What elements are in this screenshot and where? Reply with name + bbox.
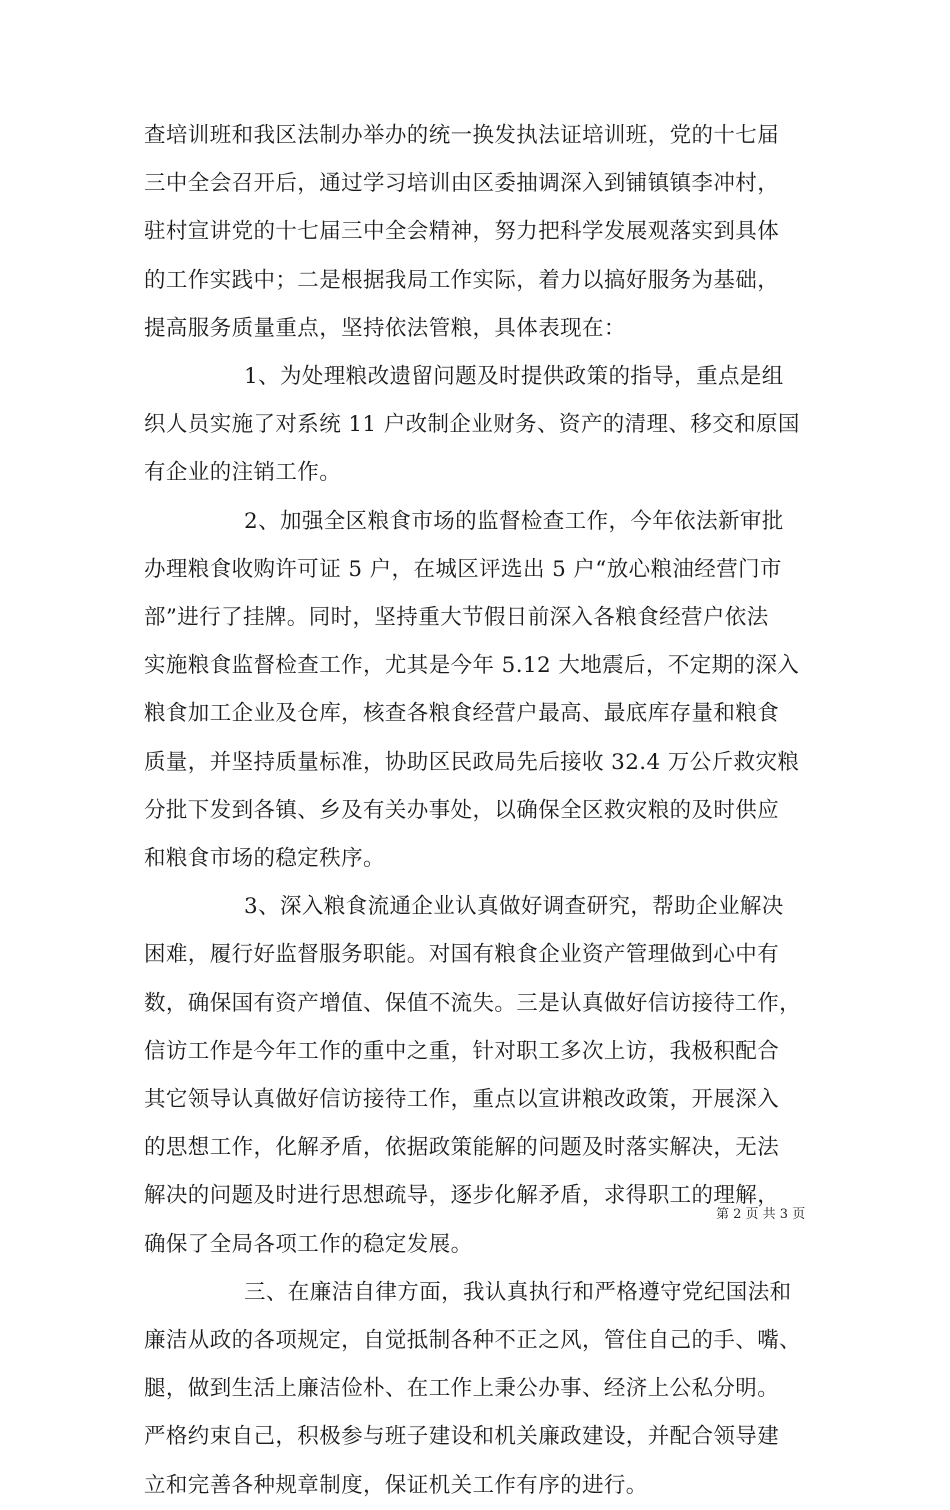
page-number: 第 2 页 共 3 页 (716, 1207, 806, 1222)
text-line: 腿，做到生活上廉洁俭朴、在工作上秉公办事、经济上公私分明。 (144, 1376, 780, 1402)
text-line: 实施粮食监督检查工作，尤其是今年 5.12 大地震后，不定期的深入 (144, 653, 800, 679)
document-body (144, 112, 812, 1510)
text-line: 3、深入粮食流通企业认真做好调查研究，帮助企业解决 (244, 894, 784, 920)
text-line: 三中全会召开后，通过学习培训由区委抽调深入到铺镇镇李冲村， (144, 171, 780, 197)
text-line: 1、为处理粮改遗留问题及时提供政策的指导，重点是组 (244, 364, 784, 390)
text-line: 和粮食市场的稳定秩序。 (144, 846, 385, 872)
text-line: 的思想工作，化解矛盾，依据政策能解的问题及时落实解决，无法 (144, 1135, 780, 1161)
text-line: 分批下发到各镇、乡及有关办事处，以确保全区救灾粮的及时供应 (144, 797, 780, 823)
text-line: 严格约束自己，积极参与班子建设和机关廉政建设，并配合领导建 (144, 1424, 780, 1450)
text-line: 的工作实践中；二是根据我局工作实际，着力以搞好服务为基础， (144, 267, 780, 293)
text-line: 有企业的注销工作。 (144, 460, 342, 486)
text-line: 信访工作是今年工作的重中之重，针对职工多次上访，我极积配合 (144, 1038, 780, 1064)
text-line: 粮食加工企业及仓库，核查各粮食经营户最高、最底库存量和粮食 (144, 701, 780, 727)
text-line: 办理粮食收购许可证 5 户，在城区评选出 5 户“放心粮油经营门市 (144, 556, 782, 582)
text-line: 三、在廉洁自律方面，我认真执行和严格遵守党纪国法和 (244, 1279, 792, 1305)
text-line: 驻村宣讲党的十七届三中全会精神，努力把科学发展观落实到具体 (144, 219, 780, 245)
text-line: 部”进行了挂牌。同时，坚持重大节假日前深入各粮食经营户依法 (144, 605, 769, 631)
document-text (144, 112, 812, 1510)
text-line: 其它领导认真做好信访接待工作，重点以宣讲粮改政策，开展深入 (144, 1087, 780, 1113)
text-line: 织人员实施了对系统 11 户改制企业财务、资产的清理、移交和原国 (144, 412, 800, 438)
text-line: 查培训班和我区法制办举办的统一换发执法证培训班，党的十七届 (144, 123, 780, 148)
text-line: 数，确保国有资产增值、保值不流失。三是认真做好信访接待工作， (144, 990, 802, 1016)
text-line: 解决的问题及时进行思想疏导，逐步化解矛盾，求得职工的理解， (144, 1183, 780, 1209)
text-line: 立和完善各种规章制度，保证机关工作有序的进行。 (144, 1472, 648, 1498)
text-line: 2、加强全区粮食市场的监督检查工作，今年依法新审批 (244, 508, 784, 534)
text-line: 提高服务质量重点，坚持依法管粮，具体表现在： (144, 315, 626, 341)
text-line: 质量，并坚持质量标准，协助区民政局先后接收 32.4 万公斤救灾粮 (144, 749, 800, 775)
text-line: 确保了全局各项工作的稳定发展。 (144, 1231, 473, 1257)
text-line: 廉洁从政的各项规定，自觉抵制各种不正之风，管住自己的手、嘴、 (144, 1328, 802, 1354)
text-line: 困难，履行好监督服务职能。对国有粮食企业资产管理做到心中有 (144, 942, 780, 968)
